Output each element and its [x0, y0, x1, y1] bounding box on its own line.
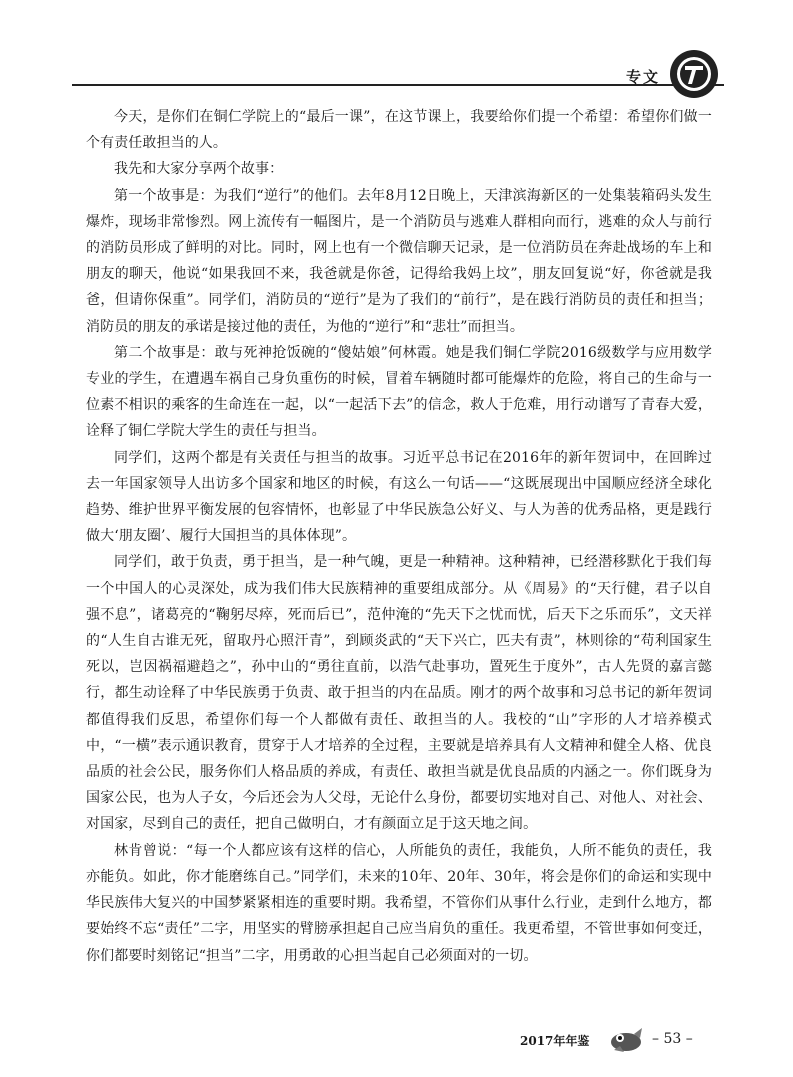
header-rule — [72, 84, 724, 86]
page-number: – 53 – — [652, 1031, 693, 1047]
paragraph-story-one: 第一个故事是：为我们“逆行”的他们。去年8月12日晚上，天津滨海新区的一处集装箱码头发生爆炸，现场非常惨烈。网上流传有一幅图片，是一个消防员与逃难人群相向而行，逃难的众人与前行的消防员形成了鲜明的对比。同时，网上也有一个微信聊天记录，是一位消防员在奔赴战场的车上和朋友的聊天，他说“如果我回不来，我爸就是你爸，记得给我妈上坟”，朋友回复说“好，你爸就是我爸，但请你保重”。同学们，消防员的“逆行”是为了我们的“前行”，是在践行消防员的责任和担当；消防员的朋友的承诺是接过他的责任，为他的“逆行”和“悲壮”而担当。 — [86, 187, 712, 335]
article-body — [86, 104, 712, 969]
paragraph-stories-lead: 我先和大家分享两个故事： — [114, 161, 284, 178]
paragraph-new-year-speech: 同学们，这两个都是有关责任与担当的故事。习近平总书记在2016年的新年贺词中，在回眸过去一年国家领导人出访多个国家和地区的时候，有这么一句话——“这既展现出中国顺应经济全球化趋势、维护世界平衡发展的包容情怀，也彰显了中华民族急公好义、与人为善的优秀品格，更是践行做大‘朋友圈’、履行大国担当的具体体现”。 — [86, 449, 712, 545]
paragraph-responsibility-spirit: 同学们，敢于负责，勇于担当，是一种气魄，更是一种精神。这种精神，已经潜移默化于我们每一个中国人的心灵深处，成为我们伟大民族精神的重要组成部分。从《周易》的“天行健，君子以自强不息”，诸葛亮的“鞠躬尽瘁，死而后已”，范仲淹的“先天下之忧而忧，后天下之乐而乐”，文天祥的“人生自古谁无死，留取丹心照汗青”，到顾炎武的“天下兴亡，匹夫有责”，林则徐的“苟利国家生死以，岂因祸福避趋之”，孙中山的“勇往直前，以浩气赴事功，置死生于度外”，古人先贤的嘉言懿行，都生动诠释了中华民族勇于负责、敢于担当的内在品质。刚才的两个故事和习总书记的新年贺词都值得我们反思，希望你们每一个人都做有责任、敢担当的人。我校的“山”字形的人才培养模式中，“一横”表示通识教育，贯穿于人才培养的全过程，主要就是培养具有人文精神和健全人格、优良品质的社会公民，服务你们人格品质的养成，有责任、敢担当就是优良品质的内涵之一。你们既身为国家公民，也为人子女，今后还会为人父母，无论什么身份，都要切实地对自己、对他人、对社会、对国家，尽到自己的责任，把自己做明白，才有颜面立足于这天地之间。 — [86, 554, 712, 833]
page-footer — [520, 1024, 720, 1056]
mascot-icon — [606, 1024, 646, 1054]
yearbook-title: 2017年年鉴 — [520, 1034, 590, 1048]
university-seal-icon — [668, 48, 720, 100]
paragraph-lincoln-quote: 林肯曾说：“每一个人都应该有这样的信心，人所能负的责任，我能负，人所不能负的责任，我亦能负。如此，你才能磨练自己。”同学们，未来的10年、20年、30年，将会是你们的命运和实现中华民族伟大复兴的中国梦紧紧相连的重要时期。我希望，不管你们从事什么行业，走到什么地方，都要始终不忘“责任”二字，用坚实的臂膀承担起自己应当肩负的重任。我更希望，不管世事如何变迁，你们都要时刻铭记“担当”二字，用勇敢的心担当起自己必须面对的一切。 — [86, 842, 712, 964]
section-label: 专文 — [625, 68, 660, 86]
paragraph-intro: 今天，是你们在铜仁学院上的“最后一课”，在这节课上，我要给你们提一个希望：希望你们做一个有责任敢担当的人。 — [86, 109, 712, 152]
page-header — [72, 48, 724, 88]
paragraph-story-two: 第二个故事是：敢与死神抢饭碗的“傻姑娘”何林霞。她是我们铜仁学院2016级数学与应用数学专业的学生，在遭遇车祸自己身负重伤的时候，冒着车辆随时都可能爆炸的危险，将自己的生命与一位素不相识的乘客的生命连在一起，以“一起活下去”的信念，救人于危难，用行动谱写了青春大爱，诠释了铜仁学院大学生的责任与担当。 — [86, 344, 712, 440]
